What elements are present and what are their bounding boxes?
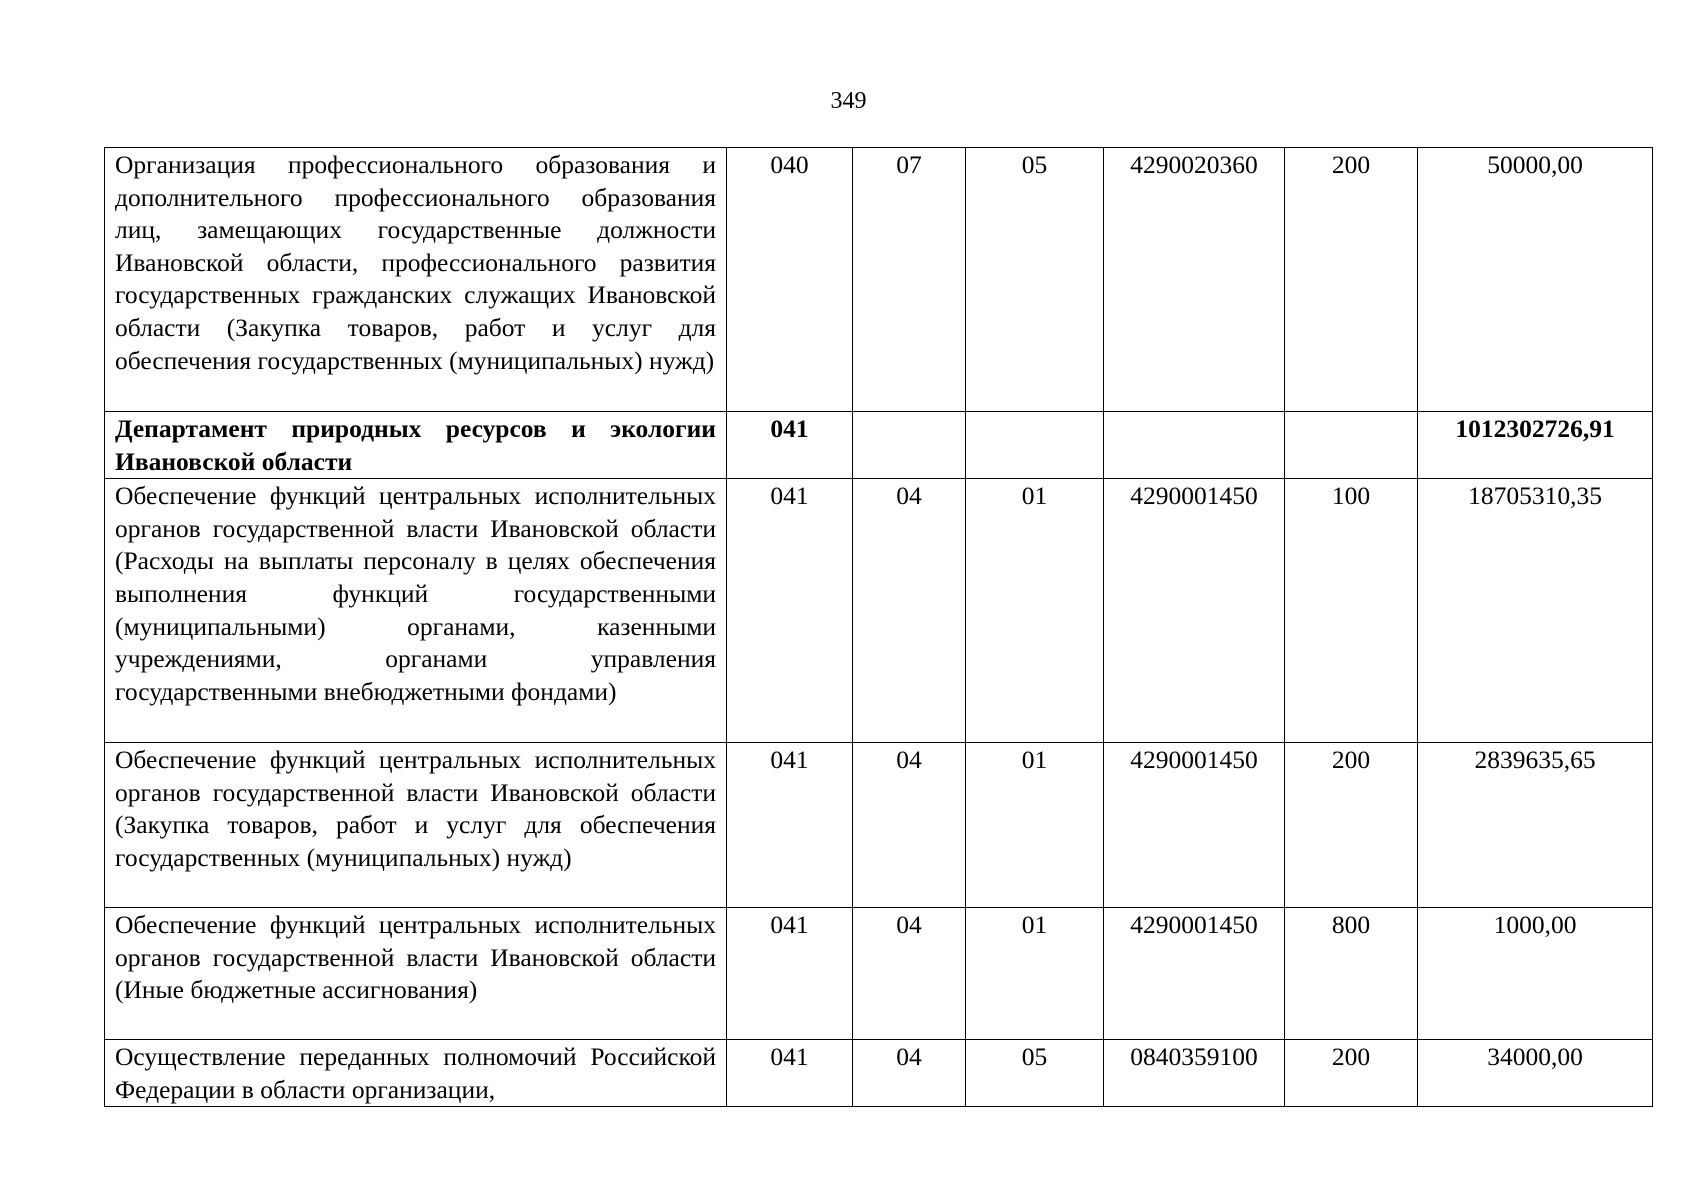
subsection-code: 01	[966, 743, 1104, 908]
amount-value: 50000,00	[1418, 148, 1653, 412]
ministry-code: 040	[727, 148, 853, 412]
section-code	[853, 412, 966, 479]
expense-type-code: 200	[1285, 148, 1418, 412]
subsection-code: 05	[966, 148, 1104, 412]
row-description: Организация профессионального образования и дополнительного профессионального образования лиц, замещающих государственные должности Ивановской области, профессионального развития государственных гражданских служащих Ивановской области (Закупка товаров, работ и услуг для обеспечения государственных (муниципальных) нужд)	[105, 148, 727, 412]
table-row-department	[105, 412, 1653, 479]
table-row	[105, 743, 1653, 908]
expense-type-code: 200	[1285, 743, 1418, 908]
target-article-code: 4290001450	[1104, 479, 1285, 743]
section-code: 04	[853, 479, 966, 743]
subsection-code: 01	[966, 908, 1104, 1040]
subsection-code: 01	[966, 479, 1104, 743]
section-code: 04	[853, 908, 966, 1040]
target-article-code: 0840359100	[1104, 1040, 1285, 1107]
subsection-code	[966, 412, 1104, 479]
expense-type-code: 800	[1285, 908, 1418, 1040]
ministry-code: 041	[727, 412, 853, 479]
ministry-code: 041	[727, 479, 853, 743]
section-code: 04	[853, 743, 966, 908]
section-code: 04	[853, 1040, 966, 1107]
amount-value: 2839635,65	[1418, 743, 1653, 908]
section-code: 07	[853, 148, 966, 412]
target-article-code: 4290001450	[1104, 743, 1285, 908]
amount-value: 18705310,35	[1418, 479, 1653, 743]
target-article-code: 4290001450	[1104, 908, 1285, 1040]
row-description: Обеспечение функций центральных исполнительных органов государственной власти Ивановской области (Закупка товаров, работ и услуг для обеспечения государственных (муниципальных) нужд)	[105, 743, 727, 908]
table-row	[105, 908, 1653, 1040]
target-article-code: 4290020360	[1104, 148, 1285, 412]
subsection-code: 05	[966, 1040, 1104, 1107]
table-row	[105, 479, 1653, 743]
row-description: Департамент природных ресурсов и экологии Ивановской области	[105, 412, 727, 479]
ministry-code: 041	[727, 908, 853, 1040]
expense-type-code	[1285, 412, 1418, 479]
target-article-code	[1104, 412, 1285, 479]
expense-type-code: 200	[1285, 1040, 1418, 1107]
amount-value: 34000,00	[1418, 1040, 1653, 1107]
page-number: 349	[830, 88, 867, 114]
ministry-code: 041	[727, 743, 853, 908]
row-description: Обеспечение функций центральных исполнительных органов государственной власти Ивановской области (Иные бюджетные ассигнования)	[105, 908, 727, 1040]
budget-table	[104, 147, 1653, 1107]
table-row	[105, 148, 1653, 412]
row-description: Осуществление переданных полномочий Российской Федерации в области организации,	[105, 1040, 727, 1107]
amount-value: 1012302726,91	[1418, 412, 1653, 479]
row-description: Обеспечение функций центральных исполнительных органов государственной власти Ивановской области (Расходы на выплаты персоналу в целях обеспечения выполнения функций государственными (муниципальными) органами, казенными учреждениями, органами управления государственными внебюджетными фондами)	[105, 479, 727, 743]
ministry-code: 041	[727, 1040, 853, 1107]
table-row	[105, 1040, 1653, 1107]
expense-type-code: 100	[1285, 479, 1418, 743]
amount-value: 1000,00	[1418, 908, 1653, 1040]
